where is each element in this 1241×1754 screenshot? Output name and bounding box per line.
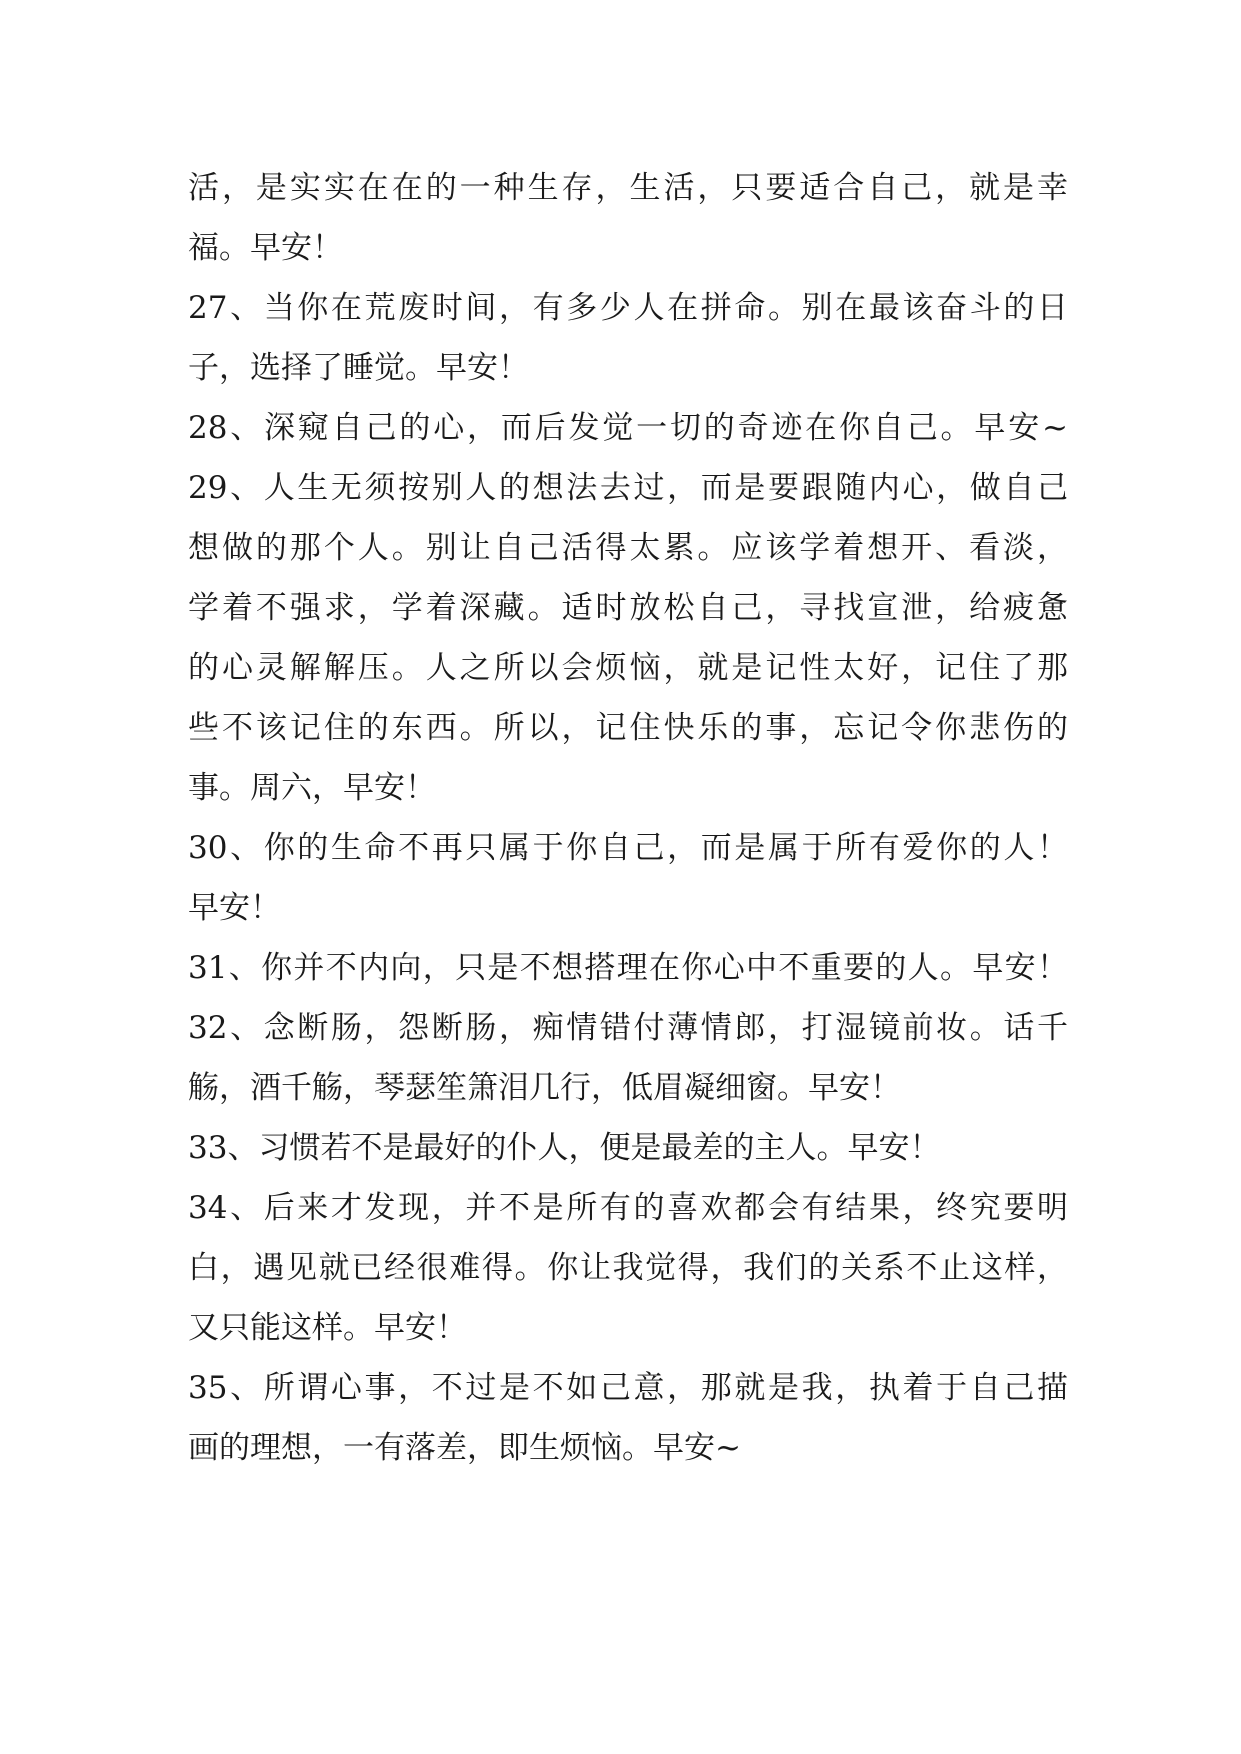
text-line-7: 想做的那个人。别让自己活得太累。应该学着想开、看淡， — [188, 530, 1068, 566]
text-line-20: 又只能这样。早安！ — [188, 1310, 467, 1346]
text-line-11: 事。周六，早安！ — [188, 770, 436, 806]
text-line-18: 34、后来才发现，并不是所有的喜欢都会有结果，终究要明 — [188, 1190, 1068, 1226]
text-line-1: 活，是实实在在的一种生存，生活，只要适合自己，就是幸 — [188, 170, 1068, 206]
text-line-3: 27、当你在荒废时间，有多少人在拼命。别在最该奋斗的日 — [188, 290, 1068, 326]
text-line-2: 福。早安！ — [188, 230, 343, 266]
text-line-14: 31、你并不内向，只是不想搭理在你心中不重要的人。早安！ — [188, 950, 1068, 986]
text-line-13: 早安！ — [188, 890, 281, 926]
text-line-4: 子，选择了睡觉。早安！ — [188, 350, 529, 386]
text-line-9: 的心灵解解压。人之所以会烦恼，就是记性太好，记住了那 — [188, 650, 1068, 686]
text-line-16: 觞，酒千觞，琴瑟笙箫泪几行，低眉凝细窗。早安！ — [188, 1070, 901, 1106]
document-body — [188, 158, 1068, 1478]
text-line-21: 35、所谓心事，不过是不如己意，那就是我，执着于自己描 — [188, 1370, 1068, 1406]
text-line-6: 29、人生无须按别人的想法去过，而是要跟随内心，做自己 — [188, 470, 1068, 506]
text-line-22: 画的理想，一有落差，即生烦恼。早安~ — [188, 1430, 741, 1466]
text-line-12: 30、你的生命不再只属于你自己，而是属于所有爱你的人！ — [188, 830, 1068, 866]
text-line-15: 32、念断肠，怨断肠，痴情错付薄情郎，打湿镜前妆。话千 — [188, 1010, 1068, 1046]
text-line-5: 28、深窥自己的心，而后发觉一切的奇迹在你自己。早安~ — [188, 410, 1068, 446]
text-line-19: 白，遇见就已经很难得。你让我觉得，我们的关系不止这样， — [188, 1250, 1068, 1286]
text-line-8: 学着不强求，学着深藏。适时放松自己，寻找宣泄，给疲惫 — [188, 590, 1068, 626]
text-line-10: 些不该记住的东西。所以，记住快乐的事，忘记令你悲伤的 — [188, 710, 1068, 746]
text-line-17: 33、习惯若不是最好的仆人，便是最差的主人。早安！ — [188, 1130, 941, 1166]
